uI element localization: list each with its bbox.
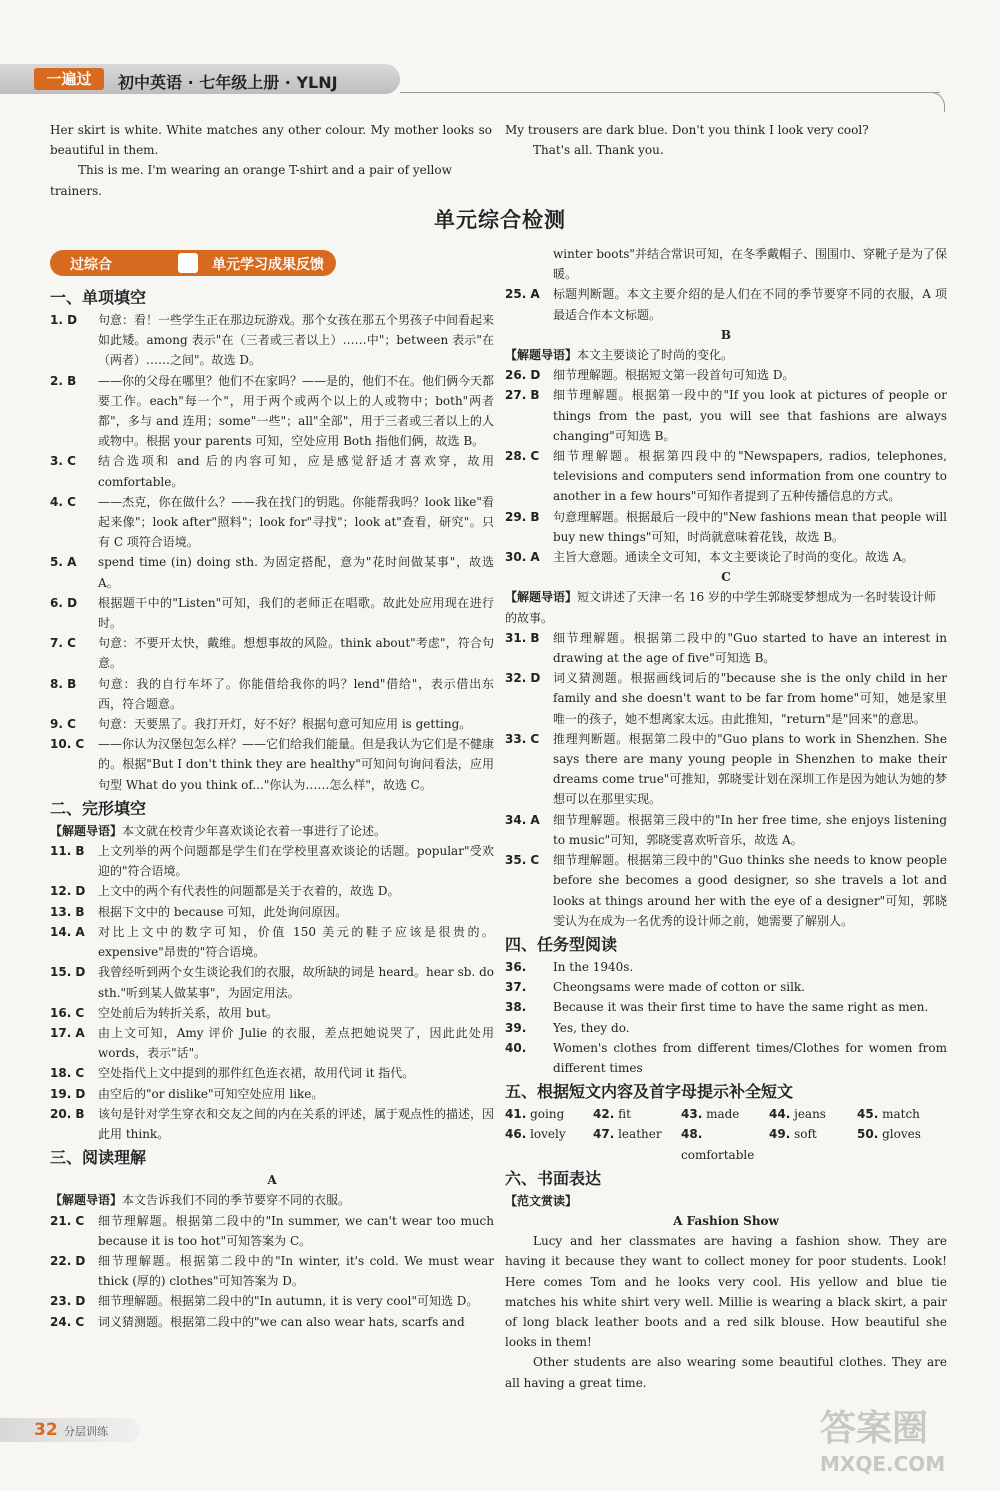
word-answer [769, 1104, 857, 1124]
answer-text: In the 1940s. [553, 959, 634, 974]
word-answer [505, 1104, 593, 1124]
guide-body: 本文主要谈论了时尚的变化。 [577, 348, 734, 363]
item-number: 43. [681, 1107, 703, 1122]
list-item [505, 1038, 947, 1078]
answer-word: made [706, 1107, 740, 1122]
list-item [50, 1291, 494, 1311]
unit-title: 单元综合检测 [434, 208, 566, 232]
list-item [50, 1003, 494, 1023]
answer-text: 由空后的"or dislike"可知空处应用 like。 [98, 1086, 324, 1101]
answer-word: going [530, 1107, 565, 1122]
answer-text: winter boots"并结合常识可知，在冬季戴帽子、围围巾、穿靴子是为了保暖。 [553, 247, 947, 282]
item-number: 28. C [505, 449, 540, 464]
word-answer [857, 1124, 945, 1164]
answer-text: 空处前后为转折关系，故用 but。 [98, 1005, 279, 1020]
section-heading: 三、阅读理解 [50, 1148, 147, 1168]
answer-text: 我曾经听到两个女生谈论我们的衣服，故所缺的词是 heard。hear sb. do sth."听到某人做某事"，为固定用法。 [98, 965, 494, 1000]
answer-text: 标题判断题。本文主要介绍的是人们在不同的季节要穿不同的衣服，A 项最适合作本文标题。 [553, 287, 947, 322]
list-item [50, 633, 494, 673]
page-header [0, 62, 945, 96]
footer-label: 分层训练 [64, 1425, 108, 1438]
item-number: 42. [593, 1107, 615, 1122]
answer-text: 该句是针对学生穿衣和交友之间的内在关系的评述，属于观点性的描述，因此用 think。 [98, 1106, 495, 1141]
item-number: 30. A [505, 550, 540, 565]
word-answer [769, 1124, 857, 1164]
answer-text: 主旨大意题。通读全文可知，本文主要谈论了时尚的变化。故选 A。 [553, 550, 914, 565]
page-footer [0, 1418, 140, 1442]
item-number: 6. D [50, 595, 78, 610]
word-answer [681, 1104, 769, 1124]
item-number: 4. C [50, 494, 76, 509]
item-number: 25. A [505, 287, 540, 302]
list-item [50, 451, 494, 491]
guide-text [505, 587, 947, 627]
paragraph: Her skirt is white. White matches any other colour. My mother looks so beautiful in them. [50, 123, 492, 158]
list-item [50, 371, 494, 452]
guide-body: 短文讲述了天津一名 16 岁的中学生郭晓雯梦想成为一名时装设计师的故事。 [505, 590, 936, 625]
item-number: 49. [769, 1127, 791, 1142]
word-answer [681, 1124, 769, 1164]
list-item [50, 734, 494, 795]
right-column [505, 244, 947, 1393]
answer-text: ——杰克，你在做什么？——我在找门的钥匙。你能帮我吗？look like"看起来像"；look after"照料"；look for"寻找"；look at"查看，研究"。只有 C 项符合语境。 [98, 494, 494, 550]
list-item [50, 1023, 494, 1063]
passage-label: A [267, 1173, 277, 1188]
item-number: 11. B [50, 844, 85, 859]
top-right-text [505, 120, 945, 160]
list-item [505, 284, 947, 324]
item-number: 26. D [505, 368, 541, 383]
item-number: 37. [505, 980, 527, 995]
item-number: 41. [505, 1107, 527, 1122]
list-item [50, 922, 494, 962]
left-column [50, 284, 494, 1332]
answer-text: 细节理解题。根据第四段中的"Newspapers, radios, telephones, televisions and computers send information from one country to another in a few hours"可知作者提到了五种传播信息的方式。 [553, 449, 947, 504]
paragraph: My trousers are dark blue. Don't you think I look very cool? [505, 123, 869, 137]
list-item [505, 547, 947, 567]
section-heading: 五、根据短文内容及首字母提示补全短文 [505, 1082, 794, 1102]
answer-text: 细节理解题。根据第三段中的"Guo thinks she needs to know people before she becomes a good designer, so she travels a lot and looks at things around her with the eye of a designer"可知，郭晓雯认为在成为一名优秀的设计师之前，她需要了解别人。 [553, 853, 947, 928]
list-item [50, 1063, 494, 1083]
answer-text: 细节理解题。根据短文第一段首句可知选 D。 [553, 368, 795, 383]
list-item [50, 1251, 494, 1291]
item-number: 36. [505, 959, 527, 974]
item-number: 12. D [50, 884, 86, 899]
answer-text: 词义猜测题。根据第二段中的"we can also wear hats, scarfs and [98, 1314, 465, 1329]
list-item [505, 628, 947, 668]
list-icon [178, 253, 198, 273]
answer-list-reading-c [505, 628, 947, 931]
list-item [505, 446, 947, 507]
answer-text: 句意理解题。根据最后一段中的"New fashions mean that people will buy new things"可知，时尚就意味着花钱，故选 B。 [553, 509, 947, 544]
item-number: 45. [857, 1107, 879, 1122]
answer-word: soft [794, 1127, 817, 1142]
item-number: 40. [505, 1040, 527, 1055]
item-number: 1. D [50, 313, 78, 327]
item-number: 46. [505, 1127, 527, 1142]
list-item [505, 977, 947, 997]
item-number: 50. [857, 1127, 879, 1142]
item-number: 10. C [50, 737, 85, 752]
item-number: 39. [505, 1020, 527, 1035]
answer-list-single-choice [50, 310, 494, 795]
word-answer [505, 1124, 593, 1164]
answer-text: 根据题干中的"Listen"可知，我们的老师正在唱歌。故此处应用现在进行时。 [98, 595, 494, 631]
item-number: 15. D [50, 965, 86, 980]
answer-text: Cheongsams were made of cotton or silk. [553, 980, 805, 995]
list-item [50, 1211, 494, 1251]
section-heading: 一、单项填空 [50, 288, 147, 307]
answer-text: 细节理解题。根据第一段中的"If you look at pictures of people or things from the past, you will see that fashions are always changing"可知选 B。 [553, 388, 947, 443]
list-item [505, 507, 947, 547]
item-number: 29. B [505, 509, 540, 524]
header-rule [400, 92, 940, 93]
list-item [50, 962, 494, 1002]
answer-text: 细节理解题。根据第三段中的"In her free time, she enjoys listening to music"可知，郭晓雯喜欢听音乐，故选 A。 [553, 812, 947, 847]
list-item [50, 593, 494, 633]
answer-text: Women's clothes from different times/Clothes for women from different times [553, 1040, 947, 1075]
item-number: 9. C [50, 717, 76, 732]
word-answer [593, 1124, 681, 1164]
guide-text [50, 1190, 494, 1210]
answer-list-reading-a [50, 1211, 494, 1332]
item-number: 22. D [50, 1253, 86, 1268]
guide-text [505, 345, 947, 365]
answer-text: Yes, they do. [553, 1020, 630, 1035]
answer-text: ——你的父母在哪里？他们不在家吗？——是的，他们不在。他们俩今天都要工作。each"每一个"，用于两个或两个以上的人或物中；both"两者都"，多与 and 连用；some"一些"；all"全部"，用于三者或三者以上的人或物中。根据 your parents 可知，空处应用 Both 指他们俩，故选 B。 [98, 373, 495, 449]
item-number: 34. A [505, 812, 540, 827]
item-number: 23. D [50, 1294, 86, 1309]
passage-label: C [721, 570, 731, 585]
section-banner-label: 过综合 [70, 257, 112, 273]
item-number: 44. [769, 1107, 791, 1122]
top-left-text [50, 120, 492, 201]
answer-text: spend time (in) doing sth. 为固定搭配，意为"花时间做某事"，故选 A。 [98, 555, 494, 590]
list-item [505, 244, 947, 284]
list-item [505, 997, 947, 1017]
list-item [505, 365, 947, 385]
answer-text: 句意：我的自行车坏了。你能借给我你的吗？lend"借给"，表示借出东西，符合题意。 [98, 676, 494, 711]
brand-logo: 一遍过 [34, 68, 104, 90]
book-title: 初中英语 · 七年级上册 · YLNJ [118, 73, 338, 92]
answer-word: leather [618, 1127, 662, 1142]
list-item [50, 841, 494, 881]
list-item [505, 850, 947, 931]
word-answer [593, 1104, 681, 1124]
section-banner [50, 250, 336, 276]
list-item [50, 552, 494, 592]
item-number: 7. C [50, 636, 76, 651]
answer-text: 由上文可知，Amy 评价 Julie 的衣服，差点把她说哭了，因此此处用 words，表示"话"。 [98, 1025, 494, 1061]
answer-text: ——你认为汉堡包怎么样？——它们给我们能量。但是我认为它们是不健康的。根据"But I don't think they are healthy"可知问句询问看法，应用句型 What do you think of..."你认为……怎么样"，故选 C。 [98, 737, 495, 792]
guide-body: 本文就在校青少年喜欢谈论衣着一事进行了论述。 [122, 823, 387, 838]
answer-list-task-reading [505, 957, 947, 1078]
essay-label: 【范文赏读】 [505, 1193, 578, 1208]
word-answer-grid [505, 1104, 947, 1165]
answer-list-reading-b [505, 365, 947, 567]
item-number: 47. [593, 1127, 615, 1142]
answer-text: 句意：天要黑了。我打开灯，好不好？根据句意可知应用 is getting。 [98, 717, 472, 732]
section-banner-subtitle: 单元学习成果反馈 [212, 257, 324, 273]
answer-word: comfortable [681, 1147, 755, 1162]
item-number: 32. D [505, 671, 541, 686]
guide-text [50, 821, 494, 841]
answer-text: 细节理解题。根据第二段中的"In summer, we can't wear too much because it is too hot"可知答案为 C。 [98, 1213, 494, 1248]
guide-body: 本文告诉我们不同的季节要穿不同的衣服。 [122, 1193, 351, 1208]
site-watermark [820, 1400, 990, 1484]
paragraph: This is me. I'm wearing an orange T-shirt and a pair of yellow trainers. [50, 163, 452, 198]
watermark-url: MXQE.COM [820, 1452, 946, 1476]
list-item [50, 310, 494, 371]
guide-label: 【解题导语】 [505, 590, 578, 605]
answer-text: 上文列举的两个问题都是学生们在学校里喜欢谈论的话题。popular"受欢迎的"符合语境。 [98, 844, 494, 879]
list-item [50, 714, 494, 734]
answer-word: fit [618, 1107, 631, 1122]
passage-label: B [720, 327, 732, 342]
item-number: 31. B [505, 630, 540, 645]
item-number: 3. C [50, 454, 76, 469]
list-item [50, 1084, 494, 1104]
answer-word: match [882, 1107, 920, 1122]
list-item [50, 881, 494, 901]
guide-label: 【解题导语】 [50, 823, 123, 838]
list-item [50, 1312, 494, 1332]
answer-word: jeans [794, 1107, 826, 1122]
word-answer [857, 1104, 945, 1124]
watermark-text: 答案圈 [820, 1408, 929, 1449]
paragraph: That's all. Thank you. [533, 143, 664, 158]
essay-paragraph: Lucy and her classmates are having a fashion show. They are having it because they want to collect money for poor students. Look! Here comes Tom and he looks very cool. His yellow and blue tie matches his white shirt very well. Millie is wearing a black skirt, a pair of long black leather boots and a red silk blouse. How beautiful she looks in them! [505, 1234, 947, 1350]
answer-text: 词义猜测题。根据画线词后的"because she is the only child in her family and she doesn't want to be far from home"可知，她是家里唯一的孩子，她不想离家太远。由此推知，"return"是"回来"的意思。 [553, 671, 947, 726]
item-number: 13. B [50, 904, 85, 919]
answer-text: 细节理解题。根据第二段中的"In winter, it's cold. We must wear thick (厚的) clothes"可知答案为 D。 [98, 1253, 494, 1289]
list-item [505, 385, 947, 446]
list-item [505, 668, 947, 729]
answer-word: gloves [882, 1127, 921, 1142]
item-number: 8. B [50, 676, 77, 691]
header-corner [931, 92, 945, 112]
list-item [505, 1018, 947, 1038]
page-number: 32 [34, 1420, 58, 1440]
answer-list-cloze [50, 841, 494, 1144]
item-number: 2. B [50, 373, 77, 388]
item-number: 5. A [50, 555, 77, 570]
answer-list [505, 284, 947, 324]
item-number: 19. D [50, 1086, 86, 1101]
item-number: 14. A [50, 924, 85, 939]
section-heading: 二、完形填空 [50, 798, 147, 818]
essay-paragraph: Other students are also wearing some beautiful clothes. They are all having a great time. [505, 1355, 947, 1390]
list-item [50, 674, 494, 714]
item-number: 21. C [50, 1213, 85, 1228]
list-item [505, 957, 947, 977]
answer-word: lovely [530, 1127, 566, 1142]
item-number: 33. C [505, 731, 540, 746]
answer-text: 细节理解题。根据第二段中的"In autumn, it is very cool"可知选 D。 [98, 1294, 479, 1309]
answer-text: 根据下文中的 because 可知，此处询问原因。 [98, 904, 348, 919]
answer-text: 细节理解题。根据第二段中的"Guo started to have an interest in drawing at the age of five"可知选 B。 [553, 630, 947, 666]
item-number: 24. C [50, 1314, 85, 1329]
answer-text: 结合选项和 and 后的内容可知，应是感觉舒适才喜欢穿，故用 comfortable。 [98, 454, 494, 489]
section-heading: 四、任务型阅读 [505, 934, 618, 954]
answer-text: 句意：看！一些学生正在那边玩游戏。那个女孩在那五个男孩子中间看起来如此矮。among 表示"在（三者或三者以上）……中"；between 表示"在（两者）……之间"。故选 D。 [98, 313, 495, 368]
answer-text: 对比上文中的数字可知，价值 150 美元的鞋子应该是很贵的。expensive"昂贵的"符合语境。 [98, 924, 494, 960]
list-item [505, 810, 947, 850]
item-number: 48. [681, 1127, 703, 1142]
item-number: 18. C [50, 1066, 85, 1081]
answer-text: 上文中的两个有代表性的问题都是关于衣着的，故选 D。 [98, 884, 400, 899]
section-heading: 六、书面表达 [505, 1168, 602, 1188]
essay [505, 1231, 947, 1393]
item-number: 20. B [50, 1106, 85, 1121]
answer-text: 推理判断题。根据第二段中的"Guo plans to work in Shenzhen. She says there are many young people in Shenzhen to make their dreams come true"可推知，郭晓雯计划在深圳工作是因为她认为她的梦想可以在那里实现。 [553, 731, 947, 807]
guide-label: 【解题导语】 [505, 348, 578, 363]
item-number: 27. B [505, 388, 540, 403]
item-number: 35. C [505, 853, 540, 868]
item-number: 17. A [50, 1025, 85, 1040]
answer-text: 句意：不要开太快，戴维。想想事故的风险。think about"考虑"，符合句意。 [98, 636, 494, 671]
answer-text: 空处指代上文中提到的那件红色连衣裙，故用代词 it 指代。 [98, 1066, 415, 1081]
list-item [50, 902, 494, 922]
answer-text: Because it was their first time to have the same right as men. [553, 1000, 929, 1015]
essay-title: A Fashion Show [673, 1213, 779, 1228]
list-item [505, 729, 947, 810]
list-item [50, 492, 494, 553]
guide-label: 【解题导语】 [50, 1193, 123, 1208]
item-number: 38. [505, 1000, 527, 1015]
item-number: 16. C [50, 1005, 85, 1020]
list-item [50, 1104, 494, 1144]
